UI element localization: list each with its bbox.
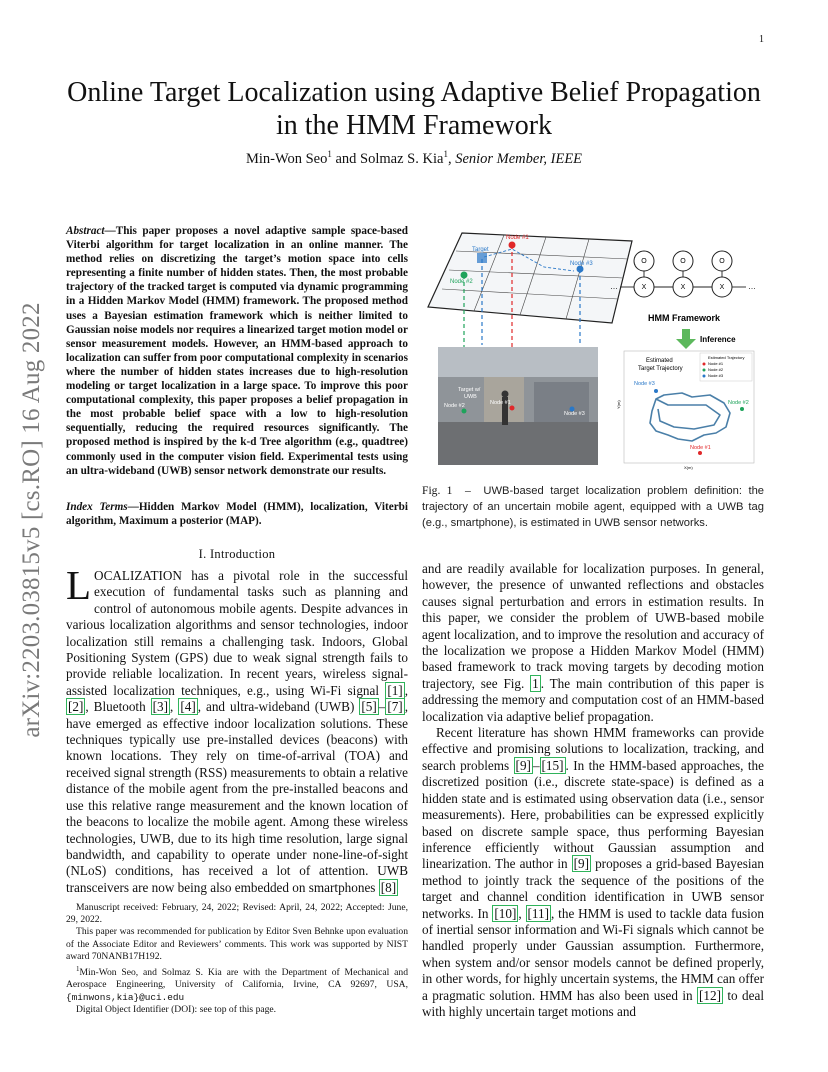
hmm-framework-label: HMM Framework	[647, 313, 721, 323]
fig-node2-photo: Node #2	[444, 403, 465, 409]
arxiv-stamp-text: arXiv:2203.03815v5 [cs.RO] 16 Aug 2022	[18, 302, 45, 738]
legend-traj: Estimated Trajectory	[708, 355, 745, 360]
footnote-mark: 1	[76, 965, 80, 974]
body-text: . The main contribution of this paper is addressing the memory and computation cost of an HMM-based localization via adaptive belief propagation.	[422, 675, 764, 724]
fig-node1-top: Node #1	[506, 235, 529, 241]
plot-node3: Node #3	[634, 381, 655, 387]
citation-link[interactable]: [9]	[573, 856, 590, 872]
body-text: proposes a grid-based Bayesian method to jointly track the sequence of the positions of the target and channel condition identification in UWB sensor networks. In	[422, 856, 764, 921]
citation-link[interactable]: [3]	[152, 699, 169, 715]
obs-next: O	[719, 258, 725, 265]
citation-link[interactable]: [4]	[180, 699, 196, 715]
author-line	[60, 149, 768, 168]
body-text: , the HMM is used to tackle data fusion of inertial sensor information and Wi-Fi signals which cannot be handled properly under Gaussian assumption. Furthermore, when system and/or sensor models cannot be defined properly, in other words, for highly uncertain systems, the HMM can offer a pragmatic solution. HMM has also been used in	[422, 905, 764, 1003]
citation-link[interactable]: [15]	[541, 757, 564, 773]
citation-link[interactable]: [9]	[515, 757, 531, 773]
plot-node2: Node #2	[728, 400, 749, 406]
svg-text:…: …	[610, 282, 618, 291]
right-column-text	[422, 561, 764, 1020]
abstract-label: Abstract	[66, 225, 105, 237]
intro-text: ,	[404, 682, 408, 698]
citation-link[interactable]: [2]	[68, 699, 84, 715]
figure-1	[424, 227, 764, 473]
estimated-label-1: Estimated	[646, 358, 673, 364]
caption-dash: –	[452, 484, 484, 497]
intro-text: OCALIZATION has a pivotal role in the successful execution of fundamental tasks such as planning and control of autonomous mobile agents. Despite advances in various localization algorithms and sensor technologies, indoor localization still remains a challenging task. Indoors, Global Positioning System (GPS) due to weak signal strength fails to provide reliable localization. In recent years, wireless signal-assisted localization techniques, e.g., using Wi-Fi signal	[66, 568, 408, 698]
grid-map	[428, 233, 632, 323]
figure-caption	[422, 483, 764, 531]
figure-1-graphic	[424, 227, 764, 473]
estimated-label-2: Target Trajectory	[638, 366, 683, 372]
citation-link[interactable]: [7]	[387, 699, 403, 715]
citation-link[interactable]: [12]	[699, 987, 721, 1003]
legend-n3: Node #3	[708, 373, 724, 378]
index-terms-label: Index Terms	[66, 501, 128, 513]
obs-prev: O	[641, 258, 647, 265]
intro-text: –	[378, 699, 386, 715]
citation-link[interactable]: [11]	[527, 905, 550, 921]
footnotes	[66, 902, 408, 1016]
fig-target-label: Target	[472, 247, 489, 253]
section-heading: I. Introduction	[198, 547, 276, 561]
footnote-editor: This paper was recommended for publication by Editor Sven Behnke upon evaluation of the Associate Editor and Reviewers’ comments. This work was supported by NIST award 70NANB17H192.	[66, 926, 408, 962]
footnote-doi: Digital Object Identifier (DOI): see top of this page.	[76, 1003, 277, 1015]
citation-link[interactable]: [5]	[361, 699, 377, 715]
figure-link[interactable]: 1	[532, 675, 539, 691]
footnote-affiliation-text: Min-Won Seo, and Solmaz S. Kia are with the Department of Mechanical and Aerospace Engineering, University of California, Irvine, CA 92697, USA,	[66, 967, 408, 991]
arxiv-stamp	[12, 290, 52, 750]
state-cur: X	[680, 284, 686, 291]
right-paragraph-2	[422, 725, 764, 1020]
target-uwb-label-1: Target w/	[458, 387, 481, 393]
body-text: –	[532, 757, 540, 773]
intro-text: , have emerged as effective indoor localization solutions. These techniques typically use pre-installed devices (beacons) with known locations. They rely on time-of-arrival (TOA) and received signal strength (RSS) measurements to obtain a relative distance of the mobile agent from the pre-installed beacons and use this relative range measurement and the known location of the beacons to localize the mobile agent. Among these wireless technologies, UWB, due to its high time resolution, large signal bandwidth, and capability to operate under none-line-of-sight (NLoS) conditions, has received a lot of attention. UWB transceivers are now being also embedded on smartphones	[66, 699, 408, 895]
legend-n1: Node #1	[708, 361, 724, 366]
title-line-2: in the HMM Framework	[275, 110, 553, 141]
body-text: ,	[518, 905, 526, 921]
fig-node3-top: Node #3	[570, 261, 593, 267]
caption-text: UWB-based target localization problem definition: the trajectory of an uncertain mobile agent, equipped with a UWB tag (e.g., smartphone), is estimated in UWB sensor networks.	[422, 485, 765, 529]
author-1: Min-Won Seo	[245, 150, 328, 167]
caption-label: Fig. 1	[422, 484, 453, 497]
page-number: 1	[759, 34, 764, 45]
footnote-affiliation	[66, 963, 408, 1004]
email[interactable]: {minwons,kia}@uci.edu	[66, 991, 185, 1003]
fig-node1-photo: Node #1	[490, 400, 511, 406]
body-text: Recent literature has shown HMM frameworks can provide effective and promising solutions to localization, tracking, and search problems	[422, 725, 764, 773]
author-role: Senior Member, IEEE	[455, 150, 583, 167]
right-paragraph-1	[422, 561, 764, 725]
author-1-affil: 1	[327, 149, 332, 159]
trajectory-plot	[616, 351, 754, 470]
legend-n2: Node #2	[708, 367, 724, 372]
intro-text: ,	[170, 699, 179, 715]
body-text: . In the HMM-based approaches, the discretized position (i.e., discrete state-space) is defined as a hidden state and is estimated using observation data (i.e., sensor measurements). Here, probabilities can be expressed explicitly based on discrete sample space, thus performing Bayesian inference efficiently without Gaussian assumption and linearization. The author in	[422, 757, 764, 872]
abstract	[66, 224, 408, 478]
state-next: X	[719, 284, 725, 291]
state-prev: X	[641, 284, 647, 291]
obs-cur: O	[680, 258, 686, 265]
svg-text:…: …	[748, 282, 756, 291]
body-text: and are readily available for localization purposes. In general, however, the presence of unwanted reflections and obstacles causes signal perturbation and errors in estimation results. In this paper, we consider the problem of UWB-based mobile agent localization, and to improve the resolution and accuracy of the localization we propose a Hidden Markov Model (HMM) based framework to track moving targets by decoding motion trajectory, see Fig.	[422, 561, 765, 691]
title-line-1: Online Target Localization using Adaptive Belief Propagation	[67, 77, 761, 108]
index-terms	[66, 500, 408, 528]
index-terms-text: —Hidden Markov Model (HMM), localization, Viterbi algorithm, Maximum a posterior (MAP).	[66, 501, 408, 528]
author-2: and Solmaz S. Kia	[331, 150, 444, 167]
target-uwb-label-2: UWB	[464, 394, 477, 400]
citation-link[interactable]: [1]	[387, 682, 403, 698]
fig-node3-photo: Node #3	[564, 411, 585, 417]
citation-link[interactable]: [10]	[494, 905, 517, 921]
plot-node1: Node #1	[690, 445, 711, 451]
paper-title	[60, 76, 768, 142]
target-marker	[477, 253, 487, 263]
body-text: to deal with highly uncertain target motions and	[422, 987, 764, 1019]
inference-label: Inference	[700, 335, 736, 344]
fig-node2-top: Node #2	[450, 279, 473, 285]
node-2-marker	[461, 272, 468, 279]
dropcap: L	[66, 562, 92, 608]
plot-xaxis: X(m)	[684, 465, 693, 470]
intro-paragraph	[66, 562, 408, 896]
author-sep: ,	[447, 150, 456, 167]
abstract-text: —This paper proposes a novel adaptive sample space-based Viterbi algorithm for target localization in an online manner. The method relies on discretizing the target’s motion space into cells representing a finite number of hidden states. Then, the most probable trajectory of the tracked target is computed via dynamic programming in a Hidden Markov Model (HMM) framework. The proposed method uses a Bayesian estimation framework which is neither limited to Gaussian noise models nor requires a linearized target motion model or sensor measurement models. However, an HMM-based approach to localization can suffer from poor computational complexity in scenarios where the number of hidden states increases due to high-resolution modeling or target localization in a large space. To improve this poor computational complexity, this paper proposes a belief propagation in the most probable belief space with a low to high-resolution sequentially, reducing the required resources significantly. The proposed method is inspired by the k-d Tree algorithm (e.g., quadtree) commonly used in the computer vision field. Experimental tests using an ultra-wideband (UWB) sensor network demonstrate our results.	[66, 225, 408, 477]
footnote-received: Manuscript received: February, 24, 2022; Revised: April, 24, 2022; Accepted: June, 29, 2022.	[66, 902, 408, 926]
node-1-marker	[509, 242, 516, 249]
author-2-affil: 1	[443, 149, 448, 159]
intro-text: , and ultra-wideband (UWB)	[197, 699, 360, 715]
intro-text: , Bluetooth	[85, 699, 151, 715]
plot-yaxis: Y(m)	[616, 400, 621, 409]
citation-link[interactable]: [8]	[380, 879, 397, 895]
